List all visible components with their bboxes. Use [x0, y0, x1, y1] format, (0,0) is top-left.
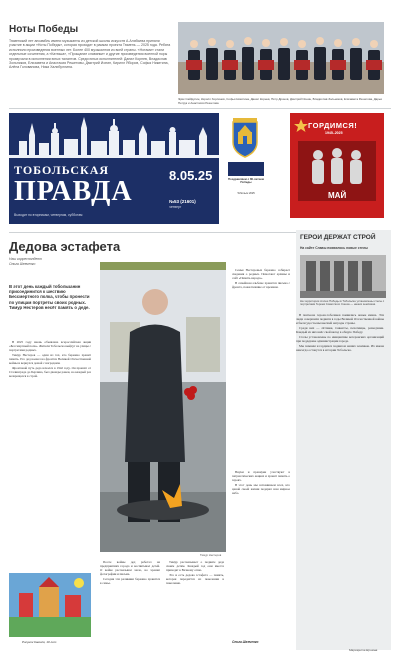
- article-column-4: [232, 268, 290, 290]
- paragraph: В семейном альбоме хранятся письма с фронта, пожелтевшие от времени.: [232, 281, 290, 289]
- article-column-3: [166, 560, 224, 586]
- article-author-role: Наш корреспондент: [9, 257, 42, 261]
- masthead-title-line1: ТОБОЛЬСКАЯ: [14, 163, 110, 177]
- paragraph: Тимур рассказывает о подвиге деда своим детям. Каждый год они вместе приходят к Вечному огню.: [166, 560, 224, 572]
- article-lead: В этот день каждый тобольчанин присоединится к шествию Бессмертного полка, чтобы пронести по улицам портреты своих родных. Тимур Нестеров несёт память о деде.: [9, 284, 90, 310]
- child-drawing-caption: Рисунок Камиля, 10 лет: [22, 640, 57, 644]
- heroes-photo-caption: На территории Аллеи Победы в Тобольске установлены стелы с портретами Героев Советского Союза — наших земляков.: [300, 299, 385, 307]
- article-title: Дедова эстафета: [9, 239, 121, 254]
- child-drawing: [9, 573, 91, 637]
- main-photo-caption: Тимур Нестеров: [200, 553, 222, 557]
- heroes-text: [232, 313, 387, 353]
- order-star-icon: [294, 119, 308, 133]
- paragraph: Фронтовой путь деда начался в 1942 году. Он прошёл от Сталинграда до Берлина, был дважды ранен, но каждый раз возвращался в строй.: [9, 366, 91, 378]
- article-column-1: [9, 340, 91, 379]
- child-drawing-icon: [9, 573, 91, 637]
- paragraph: Внуки и правнуки участвуют в патриотических акциях и хранят память о героях.: [232, 470, 290, 482]
- paragraph: Стелы установлены по инициативе ветеранских организаций при поддержке администрации города.: [296, 335, 384, 343]
- heroes-subtitle: На сайте Славы появились новые стелы: [300, 246, 368, 250]
- crest-banner: [228, 162, 264, 176]
- paragraph: Сегодня эти реликвии бережно хранятся в семье.: [100, 577, 160, 585]
- issue-date: 8.05.25: [169, 168, 213, 183]
- article-author-name: Ольга Шевченко: [9, 262, 36, 266]
- article-column-2: [100, 560, 160, 586]
- man-at-eternal-flame-photo-icon: [100, 262, 226, 552]
- issue-number: №53 (21601): [169, 199, 196, 204]
- article-signature: Ольга Шевченко: [232, 640, 259, 644]
- notes-photo: [178, 22, 384, 94]
- article-column-5: [232, 470, 290, 496]
- pride-poster: [290, 113, 384, 218]
- crest-caption: Поздравляем с 80-летием Победы: [228, 177, 264, 185]
- paragraph: Мы помним и гордимся подвигом наших земляков. Их имена навсегда останутся в истории Тобольска.: [296, 344, 384, 352]
- paragraph: В пантеоне героев-тоболяков появились новые имена. Эти люди совершили подвиги в годы Великой Отечественной войны и были удостоены высшей награды страны.: [296, 313, 384, 325]
- crest-caption-sub: Тобольск 2025: [237, 192, 255, 195]
- paragraph: Тимур Нестеров — один из тех, кто бережно хранит память. Его дед воевал на фронтах Великой Отечественной войны и вернулся домой с наградами.: [9, 353, 91, 365]
- memorial-steles-photo-icon: [300, 255, 386, 298]
- heroes-signature: Маргарита Ершова: [349, 648, 378, 652]
- masthead-tagline: Выходит по вторникам, четвергам, субботам: [14, 213, 83, 217]
- divider: [9, 108, 391, 109]
- paragraph: После войны дед работал на предприятиях города и воспитывал детей. О войне рассказывал мало, но хранил фотографии и письма.: [100, 560, 160, 576]
- notes-photo-caption: Эрик Сайфулин, Кирилл Хорлинов, Софья Никитина, Данил Корнев, Пётр Дронов, Дмитрий Ионин, Владислав Зольников, Елизавета Решетова, Дарья Петрук и Анастасия Решетова: [178, 97, 382, 105]
- paragraph: Семья Нестеровых бережно собирает сведения о родных. Помогают архивы и сайт «Память народа».: [232, 268, 290, 280]
- main-photo: [100, 262, 226, 552]
- notes-section-title: Ноты Победы: [9, 24, 79, 35]
- paragraph: Это и есть дедова эстафета — память, которая передаётся из поколения в поколение.: [166, 573, 224, 585]
- masthead-title-line2: ПРАВДА: [14, 176, 133, 207]
- city-skyline-icon: [9, 113, 219, 163]
- city-crest-icon: [231, 118, 259, 158]
- masthead: [9, 113, 219, 224]
- paragraph: В 2025 году вновь объявлена всероссийская акция «Бессмертный полк». Жители Тобольска выйдут на улицы с портретами родных.: [9, 340, 91, 352]
- heroes-photo: [300, 255, 386, 298]
- notes-section-text: Тюменский лет ансамбль имени музыканты из детской школы искусств А.Алябьева приняли участие в акции «Ноты Победы», которая проходит в рамках проекта Тюмень — 2025 года. Ребята исполнили произведения военных лет. Более 400 музыкантов из всей страны. «Нотами» стали отдельные сочинения, а «Катюша», «Прощание славянки» и другие произведения военной поры прозвучали в исполнении юных талантов. Среди юных исполнителей: Данил Корнев, Владислав Зольников, Елизавета и Анастасия Решетовы, Дмитрий Ионин, Кирилл Яборов, Софья Никитина, Алёна Голованова, Ника Халибуллина.: [9, 39, 171, 70]
- pride-month: МАЙ: [328, 191, 347, 200]
- issue-weekday: четверг: [169, 205, 182, 209]
- paragraph: Среди них — лётчики, танкисты, пехотинцы, разведчики. Каждый из них внёс свой вклад в общую Победу.: [296, 326, 384, 334]
- heroes-title: ГЕРОИ ДЕРЖАТ СТРОЙ: [300, 234, 376, 241]
- pride-headline: ГОРДИМСЯ!: [308, 121, 358, 130]
- paragraph: В этот день мы вспоминаем всех, кто ценой своей жизни подарил нам мирное небо.: [232, 483, 290, 495]
- pride-years: 1945–2025: [325, 131, 343, 135]
- musicians-photo-icon: [178, 22, 384, 94]
